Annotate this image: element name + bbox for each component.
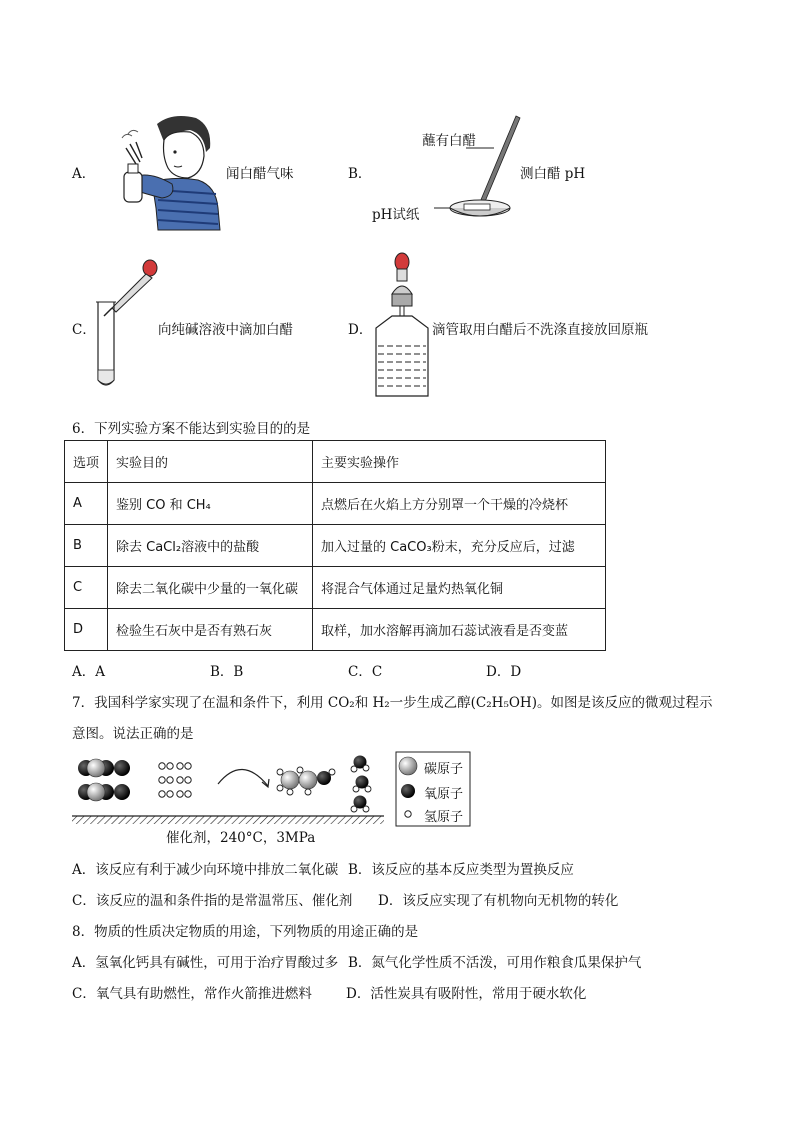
legend-carbon: 碳原子 (424, 762, 464, 777)
q6-answer-c: C．C (348, 664, 383, 680)
table-row (65, 567, 606, 609)
q8-option-b: B．氮气化学性质不活泼，可用作粮食瓜果保护气 (348, 955, 642, 971)
table-cell: D (65, 609, 108, 651)
table-header: 实验目的 (108, 441, 313, 483)
table-cell: 将混合气体通过足量灼热氧化铜 (313, 567, 606, 609)
legend-hydrogen: 氢原子 (424, 810, 464, 825)
q6-stem: 6．下列实验方案不能达到实验目的的是 (72, 421, 311, 437)
option-a-text: 闻白醋气味 (226, 166, 294, 182)
ph-test-illustration (424, 112, 534, 222)
q7-stem-line2: 意图。说法正确的是 (72, 726, 194, 742)
option-c-text: 向纯碱溶液中滴加白醋 (158, 322, 293, 338)
catalyst-surface (72, 816, 384, 824)
table-row (65, 483, 606, 525)
q8-stem: 8．物质的性质决定物质的用途，下列物质的用途正确的是 (72, 924, 419, 940)
q7-option-d: D．该反应实现了有机物向无机物的转化 (378, 893, 619, 909)
table-cell: 鉴别 CO 和 CH₄ (108, 483, 313, 525)
table-row (65, 609, 606, 651)
option-b-text: 测白醋 pH (520, 166, 586, 182)
q7-stem-line1: 7．我国科学家实现了在温和条件下，利用 CO₂和 H₂一步生成乙醇(C₂H₅OH)。如图是该反应的微观过程示 (72, 695, 713, 711)
table-cell: 检验生石灰中是否有熟石灰 (108, 609, 313, 651)
co2-molecules (78, 759, 130, 801)
q8-option-a: A．氢氧化钙具有碱性，可用于治疗胃酸过多 (72, 955, 339, 971)
q6-answer-d: D．D (486, 664, 522, 680)
h2-molecules (159, 763, 191, 797)
q7-option-c: C．该反应的温和条件指的是常温常压、催化剂 (72, 893, 353, 909)
reaction-conditions: 催化剂，240°C，3MPa (166, 830, 316, 846)
q6-answer-a: A．A (72, 664, 105, 680)
option-a-letter: A． (72, 166, 96, 182)
reaction-diagram (72, 750, 472, 832)
q7-option-a: A．该反应有利于减少向环境中排放二氧化碳 (72, 862, 339, 878)
table-cell: A (65, 483, 108, 525)
q8-option-c: C．氧气具有助燃性，常作火箭推进燃料 (72, 986, 312, 1002)
smelling-vinegar-illustration (112, 112, 224, 232)
q6-answer-b: B．B (210, 664, 244, 680)
legend-oxygen: 氧原子 (424, 787, 464, 802)
table-cell: C (65, 567, 108, 609)
experiment-table (64, 440, 606, 651)
q7-option-b: B．该反应的基本反应类型为置换反应 (348, 862, 574, 878)
table-row (65, 525, 606, 567)
reaction-arrow (218, 769, 268, 786)
table-cell: B (65, 525, 108, 567)
q8-option-d: D．活性炭具有吸附性，常用于硬水软化 (346, 986, 587, 1002)
table-header: 主要实验操作 (313, 441, 606, 483)
option-d-text: 滴管取用白醋后不洗涤直接放回原瓶 (432, 322, 648, 338)
option-d-letter: D． (348, 322, 373, 338)
table-header: 选项 (65, 441, 108, 483)
table-cell: 除去二氧化碳中少量的一氧化碳 (108, 567, 313, 609)
table-cell: 除去 CaCl₂溶液中的盐酸 (108, 525, 313, 567)
label-ph-paper: pH试纸 (372, 207, 420, 223)
ethanol-molecule (277, 767, 335, 795)
dropper-bottle-illustration (370, 250, 434, 400)
table-header-row (65, 441, 606, 483)
dropper-test-tube-illustration (92, 258, 162, 392)
table-cell: 加入过量的 CaCO₃粉末，充分反应后，过滤 (313, 525, 606, 567)
water-molecules (351, 756, 371, 813)
table-cell: 取样，加水溶解再滴加石蕊试液看是否变蓝 (313, 609, 606, 651)
table-cell: 点燃后在火焰上方分别罩一个干燥的冷烧杯 (313, 483, 606, 525)
label-dipped-vinegar: 蘸有白醋 (422, 133, 476, 149)
option-c-letter: C． (72, 322, 96, 338)
option-b-letter: B． (348, 166, 372, 182)
